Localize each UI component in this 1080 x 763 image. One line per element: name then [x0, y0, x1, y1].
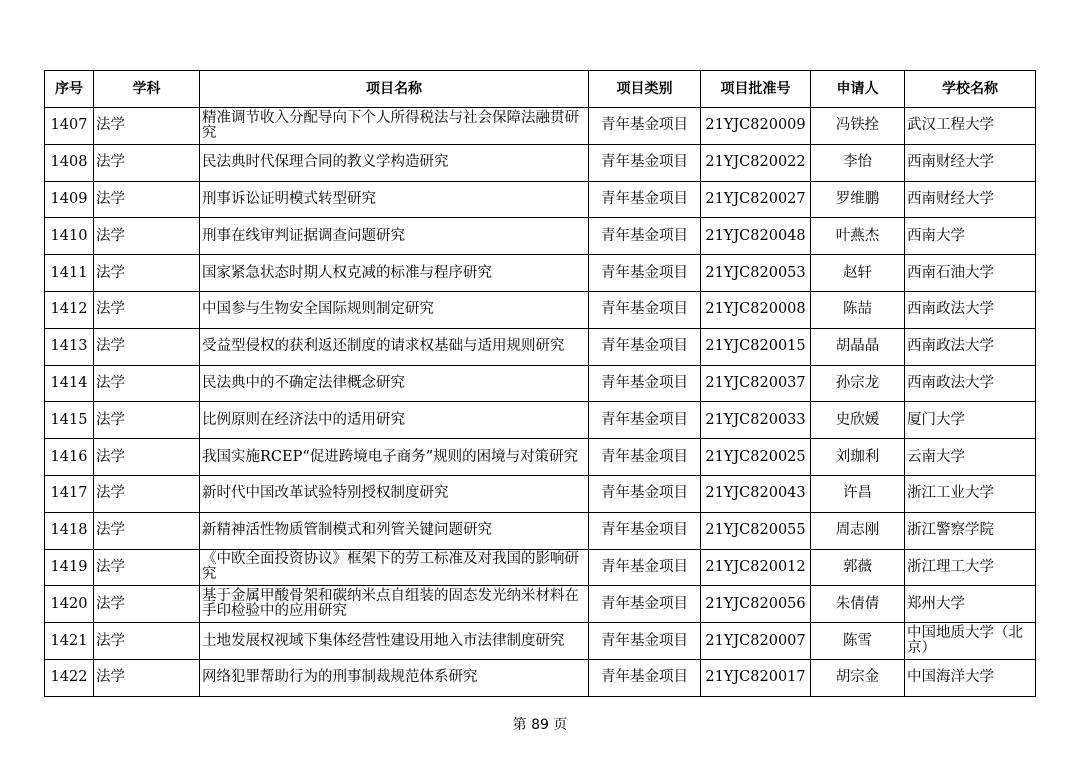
header-project-name: 项目名称 — [200, 71, 589, 108]
cell-serial: 1418 — [45, 512, 94, 549]
cell-subject: 法学 — [94, 291, 200, 328]
cell-subject: 法学 — [94, 475, 200, 512]
cell-subject: 法学 — [94, 181, 200, 218]
cell-serial: 1411 — [45, 255, 94, 292]
cell-applicant: 郭薇 — [811, 549, 905, 586]
table-row — [45, 549, 1036, 586]
cell-approval-no: 21YJC820033 — [701, 402, 811, 439]
cell-project-name: 中国参与生物安全国际规则制定研究 — [200, 291, 589, 328]
cell-serial: 1413 — [45, 328, 94, 365]
table-row — [45, 328, 1036, 365]
table-row — [45, 623, 1036, 660]
cell-project-name: 国家紧急状态时期人权克减的标准与程序研究 — [200, 255, 589, 292]
cell-school: 武汉工程大学 — [905, 108, 1036, 145]
cell-approval-no: 21YJC820007 — [701, 623, 811, 660]
table-row — [45, 586, 1036, 623]
cell-school: 中国海洋大学 — [905, 659, 1036, 696]
cell-school: 西南石油大学 — [905, 255, 1036, 292]
table-row — [45, 475, 1036, 512]
cell-applicant: 罗维鹏 — [811, 181, 905, 218]
cell-applicant: 陈雪 — [811, 623, 905, 660]
page-number: 第 89 页 — [512, 717, 568, 733]
cell-project-name: 基于金属甲酸骨架和碳纳米点自组装的固态发光纳米材料在手印检验中的应用研究 — [200, 586, 589, 623]
cell-project-type: 青年基金项目 — [589, 549, 701, 586]
cell-approval-no: 21YJC820037 — [701, 365, 811, 402]
cell-school: 西南财经大学 — [905, 144, 1036, 181]
table-body — [45, 108, 1036, 697]
cell-approval-no: 21YJC820053 — [701, 255, 811, 292]
cell-applicant: 胡晶晶 — [811, 328, 905, 365]
cell-project-name: 我国实施RCEP“促进跨境电子商务”规则的困境与对策研究 — [200, 439, 589, 476]
cell-serial: 1415 — [45, 402, 94, 439]
cell-serial: 1421 — [45, 623, 94, 660]
cell-school: 浙江工业大学 — [905, 475, 1036, 512]
cell-project-type: 青年基金项目 — [589, 365, 701, 402]
cell-applicant: 陈喆 — [811, 291, 905, 328]
header-project-type: 项目类别 — [589, 71, 701, 108]
cell-subject: 法学 — [94, 108, 200, 145]
table-row — [45, 181, 1036, 218]
cell-project-type: 青年基金项目 — [589, 328, 701, 365]
cell-approval-no: 21YJC820017 — [701, 659, 811, 696]
cell-school: 西南财经大学 — [905, 181, 1036, 218]
cell-project-type: 青年基金项目 — [589, 144, 701, 181]
cell-project-type: 青年基金项目 — [589, 439, 701, 476]
table-row — [45, 512, 1036, 549]
cell-subject: 法学 — [94, 365, 200, 402]
cell-subject: 法学 — [94, 623, 200, 660]
cell-serial: 1420 — [45, 586, 94, 623]
cell-serial: 1416 — [45, 439, 94, 476]
cell-school: 西南政法大学 — [905, 328, 1036, 365]
cell-project-name: 精准调节收入分配导向下个人所得税法与社会保障法融贯研究 — [200, 108, 589, 145]
table-row — [45, 659, 1036, 696]
cell-subject: 法学 — [94, 659, 200, 696]
cell-applicant: 许昌 — [811, 475, 905, 512]
cell-approval-no: 21YJC820056 — [701, 586, 811, 623]
cell-applicant: 赵轩 — [811, 255, 905, 292]
cell-applicant: 孙宗龙 — [811, 365, 905, 402]
table-row — [45, 402, 1036, 439]
cell-project-type: 青年基金项目 — [589, 255, 701, 292]
cell-applicant: 史欣媛 — [811, 402, 905, 439]
cell-project-name: 民法典时代保理合同的教义学构造研究 — [200, 144, 589, 181]
cell-serial: 1417 — [45, 475, 94, 512]
cell-project-type: 青年基金项目 — [589, 475, 701, 512]
cell-school: 中国地质大学（北京） — [905, 623, 1036, 660]
cell-project-name: 比例原则在经济法中的适用研究 — [200, 402, 589, 439]
cell-project-name: 《中欧全面投资协议》框架下的劳工标准及对我国的影响研究 — [200, 549, 589, 586]
cell-project-type: 青年基金项目 — [589, 218, 701, 255]
project-table — [44, 70, 1036, 697]
cell-project-name: 网络犯罪帮助行为的刑事制裁规范体系研究 — [200, 659, 589, 696]
cell-approval-no: 21YJC820015 — [701, 328, 811, 365]
cell-project-type: 青年基金项目 — [589, 108, 701, 145]
cell-school: 厦门大学 — [905, 402, 1036, 439]
cell-school: 西南政法大学 — [905, 291, 1036, 328]
cell-approval-no: 21YJC820025 — [701, 439, 811, 476]
header-applicant: 申请人 — [811, 71, 905, 108]
cell-project-type: 青年基金项目 — [589, 623, 701, 660]
cell-approval-no: 21YJC820022 — [701, 144, 811, 181]
cell-school: 浙江理工大学 — [905, 549, 1036, 586]
cell-project-type: 青年基金项目 — [589, 512, 701, 549]
cell-subject: 法学 — [94, 512, 200, 549]
cell-applicant: 朱倩倩 — [811, 586, 905, 623]
cell-approval-no: 21YJC820048 — [701, 218, 811, 255]
cell-applicant: 胡宗金 — [811, 659, 905, 696]
header-serial: 序号 — [45, 71, 94, 108]
cell-subject: 法学 — [94, 144, 200, 181]
cell-project-type: 青年基金项目 — [589, 659, 701, 696]
cell-approval-no: 21YJC820008 — [701, 291, 811, 328]
cell-serial: 1412 — [45, 291, 94, 328]
table-row — [45, 439, 1036, 476]
cell-serial: 1407 — [45, 108, 94, 145]
cell-project-type: 青年基金项目 — [589, 291, 701, 328]
header-subject: 学科 — [94, 71, 200, 108]
cell-school: 浙江警察学院 — [905, 512, 1036, 549]
cell-project-name: 刑事诉讼证明模式转型研究 — [200, 181, 589, 218]
cell-project-name: 新精神活性物质管制模式和列管关键问题研究 — [200, 512, 589, 549]
cell-serial: 1422 — [45, 659, 94, 696]
cell-applicant: 刘珈利 — [811, 439, 905, 476]
table-row — [45, 291, 1036, 328]
table-row — [45, 255, 1036, 292]
cell-project-type: 青年基金项目 — [589, 181, 701, 218]
header-school: 学校名称 — [905, 71, 1036, 108]
cell-approval-no: 21YJC820009 — [701, 108, 811, 145]
table-row — [45, 365, 1036, 402]
cell-approval-no: 21YJC820043 — [701, 475, 811, 512]
cell-serial: 1410 — [45, 218, 94, 255]
cell-serial: 1419 — [45, 549, 94, 586]
cell-serial: 1409 — [45, 181, 94, 218]
cell-applicant: 叶燕杰 — [811, 218, 905, 255]
cell-school: 西南大学 — [905, 218, 1036, 255]
cell-approval-no: 21YJC820012 — [701, 549, 811, 586]
table-row — [45, 108, 1036, 145]
table-row — [45, 218, 1036, 255]
cell-approval-no: 21YJC820055 — [701, 512, 811, 549]
cell-project-name: 受益型侵权的获利返还制度的请求权基础与适用规则研究 — [200, 328, 589, 365]
cell-project-type: 青年基金项目 — [589, 402, 701, 439]
cell-serial: 1408 — [45, 144, 94, 181]
cell-subject: 法学 — [94, 328, 200, 365]
cell-project-name: 新时代中国改革试验特别授权制度研究 — [200, 475, 589, 512]
cell-project-type: 青年基金项目 — [589, 586, 701, 623]
cell-subject: 法学 — [94, 549, 200, 586]
cell-project-name: 刑事在线审判证据调查问题研究 — [200, 218, 589, 255]
cell-approval-no: 21YJC820027 — [701, 181, 811, 218]
cell-subject: 法学 — [94, 255, 200, 292]
cell-applicant: 李怡 — [811, 144, 905, 181]
cell-project-name: 土地发展权视域下集体经营性建设用地入市法律制度研究 — [200, 623, 589, 660]
header-approval-no: 项目批准号 — [701, 71, 811, 108]
cell-subject: 法学 — [94, 218, 200, 255]
table-row — [45, 144, 1036, 181]
cell-subject: 法学 — [94, 586, 200, 623]
cell-applicant: 冯铁拴 — [811, 108, 905, 145]
cell-applicant: 周志刚 — [811, 512, 905, 549]
cell-school: 云南大学 — [905, 439, 1036, 476]
cell-subject: 法学 — [94, 439, 200, 476]
cell-project-name: 民法典中的不确定法律概念研究 — [200, 365, 589, 402]
cell-subject: 法学 — [94, 402, 200, 439]
header-row — [45, 71, 1036, 108]
cell-serial: 1414 — [45, 365, 94, 402]
cell-school: 西南政法大学 — [905, 365, 1036, 402]
cell-school: 郑州大学 — [905, 586, 1036, 623]
